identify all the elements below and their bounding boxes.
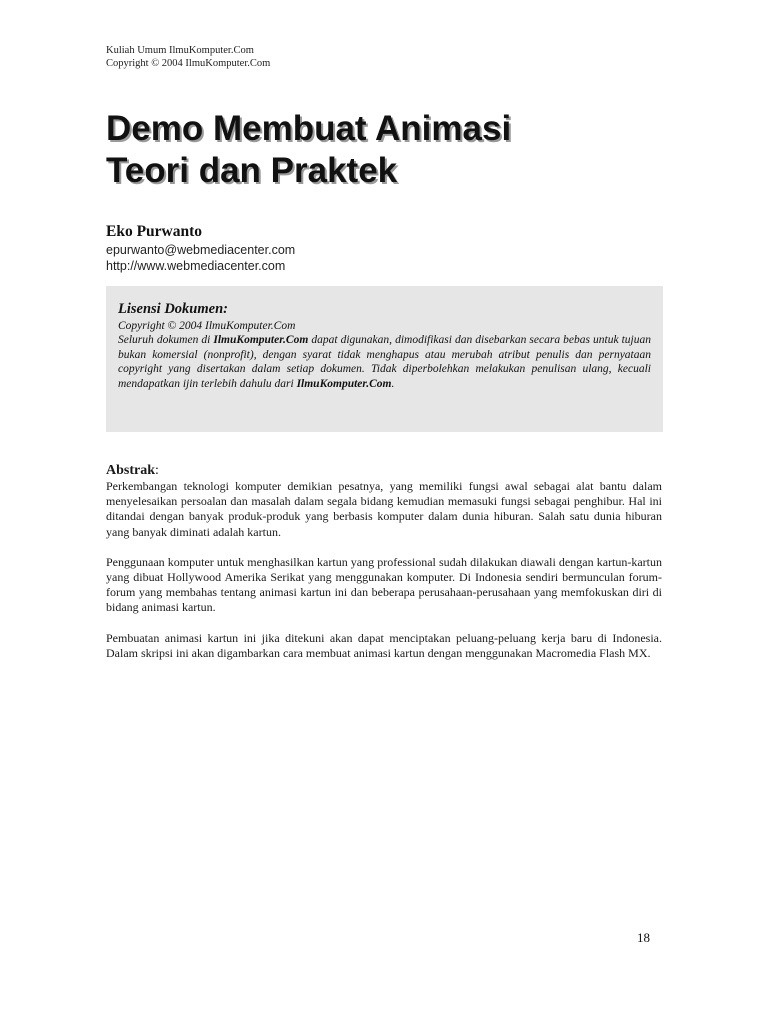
- abstract-heading: [106, 462, 662, 479]
- license-heading: Lisensi Dokumen:: [118, 301, 228, 317]
- title-line-2: Teori dan Praktek: [106, 151, 398, 190]
- header-line-course: Kuliah Umum IlmuKomputer.Com: [106, 45, 254, 56]
- abstract-section: [106, 462, 662, 676]
- license-site-name-end: IlmuKomputer.Com: [296, 377, 392, 390]
- header-line-copyright: Copyright © 2004 IlmuKomputer.Com: [106, 58, 271, 69]
- author-name: Eko Purwanto: [106, 223, 203, 240]
- abstract-paragraph-2: Penggunaan komputer untuk menghasilkan kartun yang professional sudah dilakukan diawali dengan kartun-kartun yang dibuat Hollywood Amerika Serikat yang menggunakan komputer. Di Indonesia sendiri bermunculan forum-forum yang membahas tentang animasi kartun ini dan beberapa perusahaan-perusahaan yang memfokuskan diri di bidang animasi kartun.: [106, 554, 662, 615]
- license-text-end: .: [391, 377, 395, 390]
- license-text: [118, 333, 651, 391]
- abstract-paragraph-1: Perkembangan teknologi komputer demikian pesatnya, yang memiliki fungsi awal sebagai alat bantu dalam menyelesaikan persoalan dan masalah dalam segala bidang kemudian memasuki fungsi sebagai penghibur. Hal ini ditandai dengan banyak produk-produk yang berbasis komputer dalam dunia hiburan. Salah satu dunia hiburan yang banyak diminati adalah kartun.: [106, 479, 662, 539]
- author-url: http://www.webmediacenter.com: [106, 259, 286, 273]
- page-header: [106, 44, 270, 70]
- license-text-start: Seluruh dokumen di: [118, 334, 214, 347]
- abstract-heading-colon: :: [155, 463, 159, 478]
- license-text-middle: dapat digunakan, dimodifikasi dan disebarkan secara bebas untuk tujuan bukan komersial (nonprofit), dengan syarat tidak menghapus atau merubah atribut penulis dan pernyataan copyright yang disertakan dalam setiap dokumen. Tidak diperbolehkan melakukan penulisan ulang, kecuali mendapatkan ijin terlebih dahulu dari: [118, 334, 652, 390]
- title-line-1: Demo Membuat Animasi: [106, 109, 512, 148]
- document-title: [106, 108, 666, 192]
- license-box: [106, 286, 663, 432]
- license-site-name: IlmuKomputer.Com: [213, 334, 309, 347]
- author-block: [106, 222, 295, 274]
- license-copyright: Copyright © 2004 IlmuKomputer.Com: [118, 320, 296, 332]
- abstract-heading-label: Abstrak: [106, 463, 156, 478]
- abstract-paragraph-3: Pembuatan animasi kartun ini jika ditekuni akan dapat menciptakan peluang-peluang kerja baru di Indonesia. Dalam skripsi ini akan digambarkan cara membuat animasi kartun dengan menggunakan Macromedia Flash MX.: [106, 630, 662, 660]
- page-number: 18: [637, 930, 650, 945]
- author-email: epurwanto@webmediacenter.com: [106, 243, 296, 257]
